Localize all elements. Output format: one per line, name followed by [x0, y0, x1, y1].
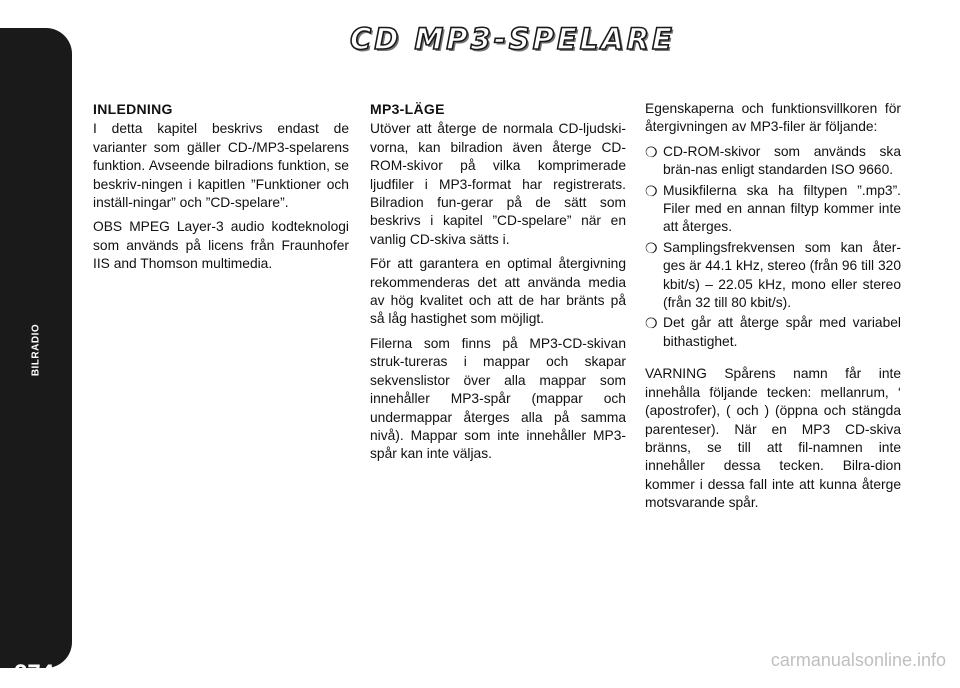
watermark: carmanualsonline.info — [770, 650, 946, 670]
sidebar-tab — [0, 28, 72, 687]
list-item: ❍ CD-ROM-skivor som används ska brän-nas enligt standarden ISO 9660. — [645, 143, 901, 178]
bullet-circle-icon: ❍ — [645, 182, 658, 199]
heading-introduction: INLEDNING — [93, 101, 173, 117]
list-item: ❍ Musikfilerna ska ha filtypen ”.mp3”. Filer med en annan filtyp kommer inte att återges. — [645, 182, 901, 235]
page-number: 274 — [14, 660, 55, 687]
list-item: ❍ Samplingsfrekvensen som kan åter-ges är 44.1 kHz, stereo (från 96 till 320 kbit/s) – 22.05 kHz, mono eller stereo (från 32 till 80 kbit/s). — [645, 239, 901, 311]
bullet-circle-icon: ❍ — [645, 143, 658, 160]
page-title: CD MP3-SPELARE — [350, 22, 675, 56]
list-item: ❍ Det går att återge spår med variabel bithastighet. — [645, 315, 901, 349]
heading-mp3-mode: MP3-LÄGE — [370, 101, 445, 117]
column-introduction — [93, 100, 349, 280]
column-properties — [645, 100, 901, 519]
bullet-list — [645, 143, 901, 351]
column-mp3-mode — [370, 100, 626, 470]
bullet-circle-icon: ❍ — [645, 239, 658, 256]
paragraph: Filerna som finns på MP3-CD-skivan struk-tureras i mappar och skapar sekvenslistor över alla mappar som innehåller MP3-spår (mappar och undermappar återges alla på samma nivå). Mappar som inte innehåller MP3-spår kan inte väljas. — [370, 335, 626, 462]
paragraph-intro: Egenskaperna och funktionsvillkoren för återgivningen av MP3-filer är följande: — [645, 101, 901, 135]
warning-paragraph: VARNING Spårens namn får inte innehålla följande tecken: mellanrum, ‘ (apostrofer), ( och ) (öppna och stängda parenteser). När en MP3 CD-skiva bränns, se till att fil-namnen inte innehåller dessa tecken. Bilra-dion kommer i dessa fall inte att kunna återge motsvarande spår. — [645, 366, 901, 511]
paragraph: För att garantera en optimal återgivning rekommenderas det att använda media av hög kvalitet och att de har bränts på så låg hastighet som möjligt. — [370, 256, 626, 327]
bullet-circle-icon: ❍ — [645, 315, 658, 332]
section-label: BILRADIO — [30, 323, 42, 377]
paragraph: I detta kapitel beskrivs endast de varianter som gäller CD-/MP3-spelarens funktion. Avseende bilradions funktion, se beskriv-ningen i kapitlen ”Funktioner och inställ-ningar” och ”CD-spelare”. — [93, 121, 349, 211]
paragraph: Utöver att återge de normala CD-ljudski-vorna, kan bilradion även återge CD-ROM-skivor på vilka komprimerade ljudfiler i MP3-format har registrerats. Bilradion fun-gerar på de sätt som beskrivs i kapitel ”CD-spelare” när en vanlig CD-skiva sätts i. — [370, 121, 626, 247]
paragraph: OBS MPEG Layer-3 audio kodteknologi som används på licens från Fraunhofer IIS and Thomson multimedia. — [93, 219, 349, 272]
